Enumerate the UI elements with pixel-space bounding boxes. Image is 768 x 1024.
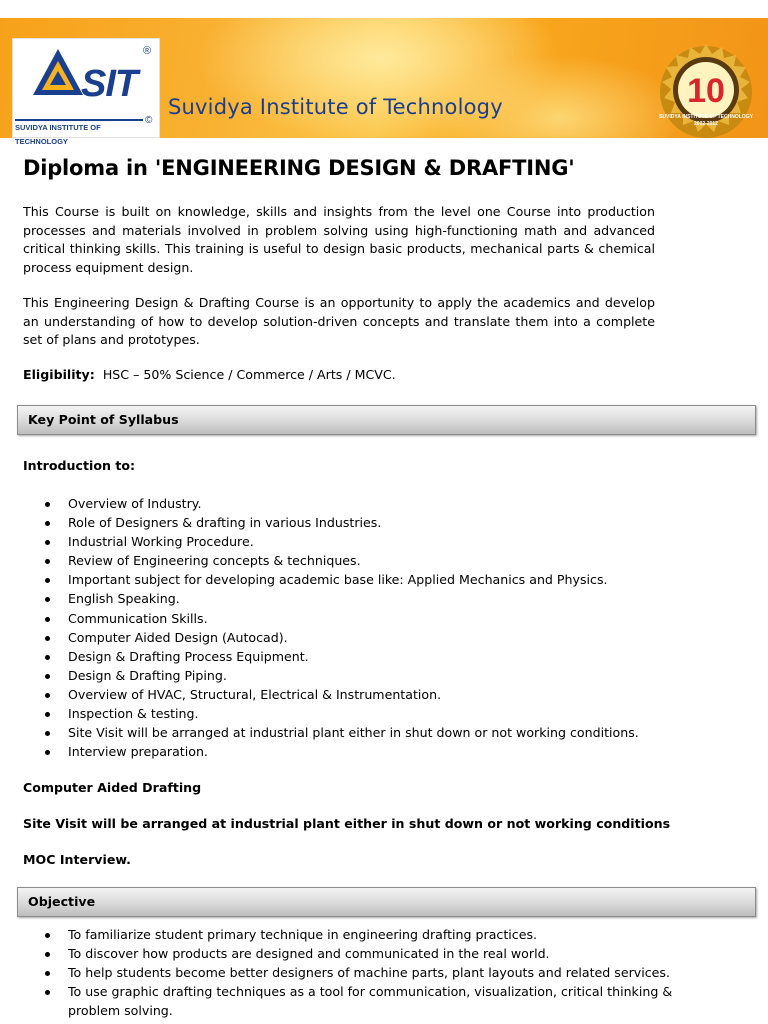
- list-item: To familiarize student primary technique in engineering drafting practices.: [0, 925, 740, 944]
- course-opportunity-paragraph: This Engineering Design & Drafting Course is an opportunity to apply the academics and develop an understanding of how to develop solution-driven concepts and translate them into a complete set of plans and prototypes.: [23, 295, 655, 347]
- list-item: Communication Skills.: [0, 609, 639, 628]
- list-item: Inspection & testing.: [0, 704, 639, 723]
- badge-number: 10: [687, 72, 725, 110]
- logo-tagline: SUVIDYA INSTITUTE OF TECHNOLOGY: [15, 119, 143, 135]
- badge-years: 2002-2012: [694, 121, 718, 127]
- list-item: Overview of HVAC, Structural, Electrical & Instrumentation.: [0, 685, 639, 704]
- site-visit-heading: Site Visit will be arranged at industrial plant either in shut down or not working conditions: [23, 816, 671, 831]
- list-item: Review of Engineering concepts & techniques.: [0, 551, 639, 570]
- computer-aided-drafting-heading: Computer Aided Drafting: [23, 780, 202, 795]
- syllabus-heading-bar: [17, 405, 756, 435]
- page-title: Diploma in 'ENGINEERING DESIGN & DRAFTING': [23, 156, 575, 180]
- eligibility-label: Eligibility:: [23, 367, 95, 382]
- copyright-mark: ©: [145, 115, 153, 126]
- list-item: Industrial Working Procedure.: [0, 532, 639, 551]
- list-item: Design & Drafting Piping.: [0, 666, 639, 685]
- list-item: To help students become better designers of machine parts, plant layouts and related services.: [0, 963, 740, 982]
- list-item: Overview of Industry.: [0, 494, 639, 513]
- syllabus-list: [0, 494, 639, 761]
- syllabus-heading: Key Point of Syllabus: [28, 412, 179, 427]
- list-item: Design & Drafting Process Equipment.: [0, 647, 639, 666]
- list-item: Interview preparation.: [0, 742, 639, 761]
- registered-mark: ®: [143, 45, 152, 57]
- introduction-heading: Introduction to:: [23, 458, 136, 473]
- list-item: Important subject for developing academic base like: Applied Mechanics and Physics.: [0, 570, 639, 589]
- moc-interview-heading: MOC Interview.: [23, 852, 131, 867]
- list-item: Role of Designers & drafting in various Industries.: [0, 513, 639, 532]
- list-item: To discover how products are designed and communicated in the real world.: [0, 944, 740, 963]
- logo-text: SIT: [81, 63, 138, 105]
- objective-heading-bar: [17, 887, 756, 917]
- objective-list: [0, 925, 740, 1020]
- badge-ring-text: SUVIDYA INSTITUTE OF TECHNOLOGY: [659, 114, 753, 120]
- list-item: To use graphic drafting techniques as a tool for communication, visualization, critical thinking & problem solving.: [0, 982, 740, 1020]
- triangle-logo-icon: [31, 47, 85, 103]
- eligibility-value: HSC – 50% Science / Commerce / Arts / MCVC.: [102, 367, 396, 382]
- list-item: Site Visit will be arranged at industrial plant either in shut down or not working conditions.: [0, 723, 639, 742]
- sit-logo: [12, 38, 160, 146]
- objective-heading: Objective: [28, 894, 96, 909]
- list-item: English Speaking.: [0, 589, 639, 608]
- institute-name: Suvidya Institute of Technology: [168, 95, 503, 119]
- list-item: Computer Aided Design (Autocad).: [0, 628, 639, 647]
- ten-year-anniversary-badge: [650, 42, 762, 142]
- course-description-paragraph: This Course is built on knowledge, skills and insights from the level one Course into production processes and materials involved in problem solving using high-functioning math and advanced critical thinking skills. This training is useful to design basic products, mechanical parts & chemical process equipment design.: [23, 204, 655, 275]
- header-banner: [0, 18, 768, 146]
- eligibility-line: [23, 367, 396, 382]
